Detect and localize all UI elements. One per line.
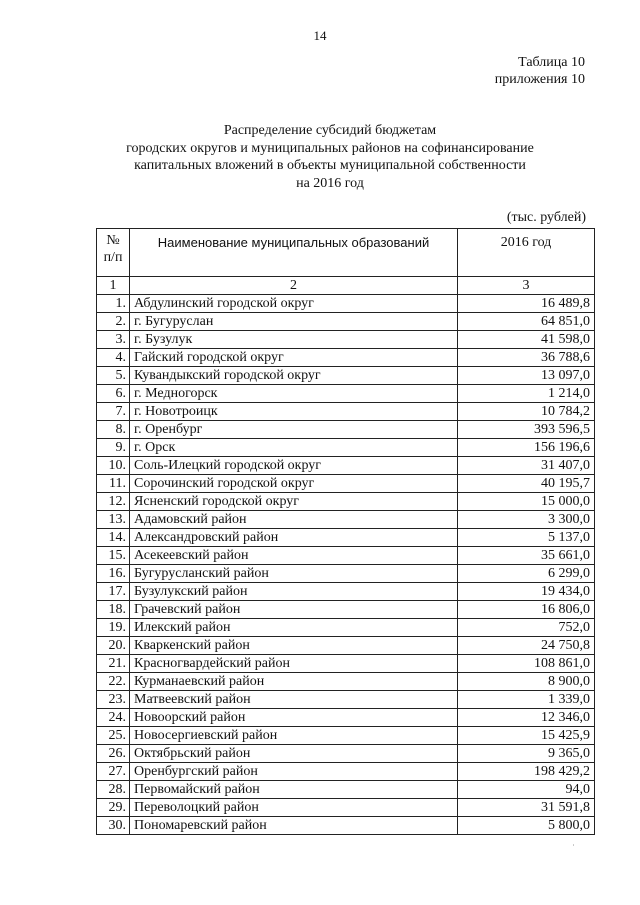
row-name: Новосергиевский район: [130, 727, 458, 745]
table-row: [97, 601, 595, 619]
page-mark: ˙: [572, 843, 575, 853]
row-name: Курманаевский район: [130, 673, 458, 691]
row-number: 18.: [97, 601, 130, 619]
table-row: [97, 691, 595, 709]
table-reference-line: Таблица 10: [518, 55, 585, 70]
row-value: 5 800,0: [458, 817, 595, 835]
row-name: г. Медногорск: [130, 385, 458, 403]
document-title: [90, 122, 570, 192]
row-number: 11.: [97, 475, 130, 493]
table-row: [97, 403, 595, 421]
row-name: г. Оренбург: [130, 421, 458, 439]
row-number: 15.: [97, 547, 130, 565]
row-name: Адамовский район: [130, 511, 458, 529]
row-number: 17.: [97, 583, 130, 601]
row-value: 41 598,0: [458, 331, 595, 349]
row-number: 16.: [97, 565, 130, 583]
column-number: 2: [130, 277, 458, 295]
row-value: 16 489,8: [458, 295, 595, 313]
title-line: капитальных вложений в объекты муниципальной собственности: [134, 158, 526, 173]
row-number: 12.: [97, 493, 130, 511]
row-value: 6 299,0: [458, 565, 595, 583]
header-number: [97, 229, 130, 277]
table-row: [97, 565, 595, 583]
row-number: 13.: [97, 511, 130, 529]
row-name: Красногвардейский район: [130, 655, 458, 673]
subsidy-table: [96, 228, 595, 835]
row-value: 35 661,0: [458, 547, 595, 565]
table-row: [97, 331, 595, 349]
row-name: Первомайский район: [130, 781, 458, 799]
row-value: 24 750,8: [458, 637, 595, 655]
row-name: Бугурусланский район: [130, 565, 458, 583]
row-name: г. Орск: [130, 439, 458, 457]
table-header-row: [97, 229, 595, 277]
row-name: Оренбургский район: [130, 763, 458, 781]
table-row: [97, 511, 595, 529]
row-value: 108 861,0: [458, 655, 595, 673]
row-number: 29.: [97, 799, 130, 817]
row-number: 23.: [97, 691, 130, 709]
row-name: Кваркенский район: [130, 637, 458, 655]
table-row: [97, 709, 595, 727]
column-number: 3: [458, 277, 595, 295]
row-value: 31 407,0: [458, 457, 595, 475]
table-row: [97, 637, 595, 655]
table-row: [97, 421, 595, 439]
column-number: 1: [97, 277, 130, 295]
title-line: городских округов и муниципальных районов на софинансирование: [126, 140, 534, 156]
row-name: Соль-Илецкий городской округ: [130, 457, 458, 475]
table-row: [97, 385, 595, 403]
row-value: 19 434,0: [458, 583, 595, 601]
row-name: Октябрьский район: [130, 745, 458, 763]
row-name: Гайский городской округ: [130, 349, 458, 367]
row-value: 156 196,6: [458, 439, 595, 457]
table-row: [97, 475, 595, 493]
row-number: 6.: [97, 385, 130, 403]
title-line: Распределение субсидий бюджетам: [223, 123, 437, 138]
row-name: Абдулинский городской округ: [130, 295, 458, 313]
table-row: [97, 673, 595, 691]
table-row: [97, 745, 595, 763]
column-numbers-row: [97, 277, 595, 295]
row-value: 36 788,6: [458, 349, 595, 367]
row-number: 10.: [97, 457, 130, 475]
row-number: 28.: [97, 781, 130, 799]
header-year: 2016 год: [458, 229, 595, 277]
row-number: 7.: [97, 403, 130, 421]
row-name: Александровский район: [130, 529, 458, 547]
row-number: 22.: [97, 673, 130, 691]
row-number: 14.: [97, 529, 130, 547]
row-value: 16 806,0: [458, 601, 595, 619]
table-row: [97, 547, 595, 565]
row-number: 3.: [97, 331, 130, 349]
row-value: 9 365,0: [458, 745, 595, 763]
table-row: [97, 655, 595, 673]
row-number: 4.: [97, 349, 130, 367]
units-note: (тыс. рублей): [506, 210, 586, 225]
table-row: [97, 493, 595, 511]
row-name: г. Бугуруслан: [130, 313, 458, 331]
row-value: 94,0: [458, 781, 595, 799]
table-row: [97, 349, 595, 367]
table-row: [97, 817, 595, 835]
table-reference: [495, 54, 585, 88]
row-number: 20.: [97, 637, 130, 655]
row-number: 19.: [97, 619, 130, 637]
row-number: 5.: [97, 367, 130, 385]
row-number: 9.: [97, 439, 130, 457]
table-row: [97, 313, 595, 331]
row-value: 8 900,0: [458, 673, 595, 691]
table-row: [97, 583, 595, 601]
table-row: [97, 763, 595, 781]
row-value: 393 596,5: [458, 421, 595, 439]
row-value: 13 097,0: [458, 367, 595, 385]
table-row: [97, 457, 595, 475]
page-number: 14: [313, 28, 327, 43]
table-row: [97, 295, 595, 313]
row-number: 1.: [97, 295, 130, 313]
table-row: [97, 799, 595, 817]
table-row: [97, 529, 595, 547]
row-value: 64 851,0: [458, 313, 595, 331]
row-value: 1 214,0: [458, 385, 595, 403]
row-number: 26.: [97, 745, 130, 763]
row-value: 15 425,9: [458, 727, 595, 745]
table-row: [97, 781, 595, 799]
row-name: Новоорский район: [130, 709, 458, 727]
row-value: 3 300,0: [458, 511, 595, 529]
table-row: [97, 619, 595, 637]
row-name: Ясненский городской округ: [130, 493, 458, 511]
row-name: Асекеевский район: [130, 547, 458, 565]
row-name: Бузулукский район: [130, 583, 458, 601]
row-value: 1 339,0: [458, 691, 595, 709]
row-name: г. Новотроицк: [130, 403, 458, 421]
header-number-line: №: [106, 233, 120, 248]
row-name: Переволоцкий район: [130, 799, 458, 817]
row-name: Сорочинский городской округ: [130, 475, 458, 493]
table-row: [97, 439, 595, 457]
header-number-line: п/п: [103, 250, 123, 265]
row-name: Пономаревский район: [130, 817, 458, 835]
row-number: 2.: [97, 313, 130, 331]
row-number: 8.: [97, 421, 130, 439]
row-name: Грачевский район: [130, 601, 458, 619]
row-number: 30.: [97, 817, 130, 835]
row-number: 25.: [97, 727, 130, 745]
row-value: 752,0: [458, 619, 595, 637]
table-reference-line: приложения 10: [494, 72, 585, 87]
row-value: 12 346,0: [458, 709, 595, 727]
header-name: Наименование муниципальных образований: [130, 229, 458, 277]
row-value: 31 591,8: [458, 799, 595, 817]
row-name: Матвеевский район: [130, 691, 458, 709]
table-row: [97, 727, 595, 745]
row-value: 10 784,2: [458, 403, 595, 421]
row-name: Илекский район: [130, 619, 458, 637]
row-name: Кувандыкский городской округ: [130, 367, 458, 385]
row-value: 198 429,2: [458, 763, 595, 781]
row-name: г. Бузулук: [130, 331, 458, 349]
title-line: на 2016 год: [296, 175, 364, 191]
row-value: 15 000,0: [458, 493, 595, 511]
row-number: 24.: [97, 709, 130, 727]
row-number: 21.: [97, 655, 130, 673]
row-value: 5 137,0: [458, 529, 595, 547]
table-row: [97, 367, 595, 385]
row-number: 27.: [97, 763, 130, 781]
row-value: 40 195,7: [458, 475, 595, 493]
